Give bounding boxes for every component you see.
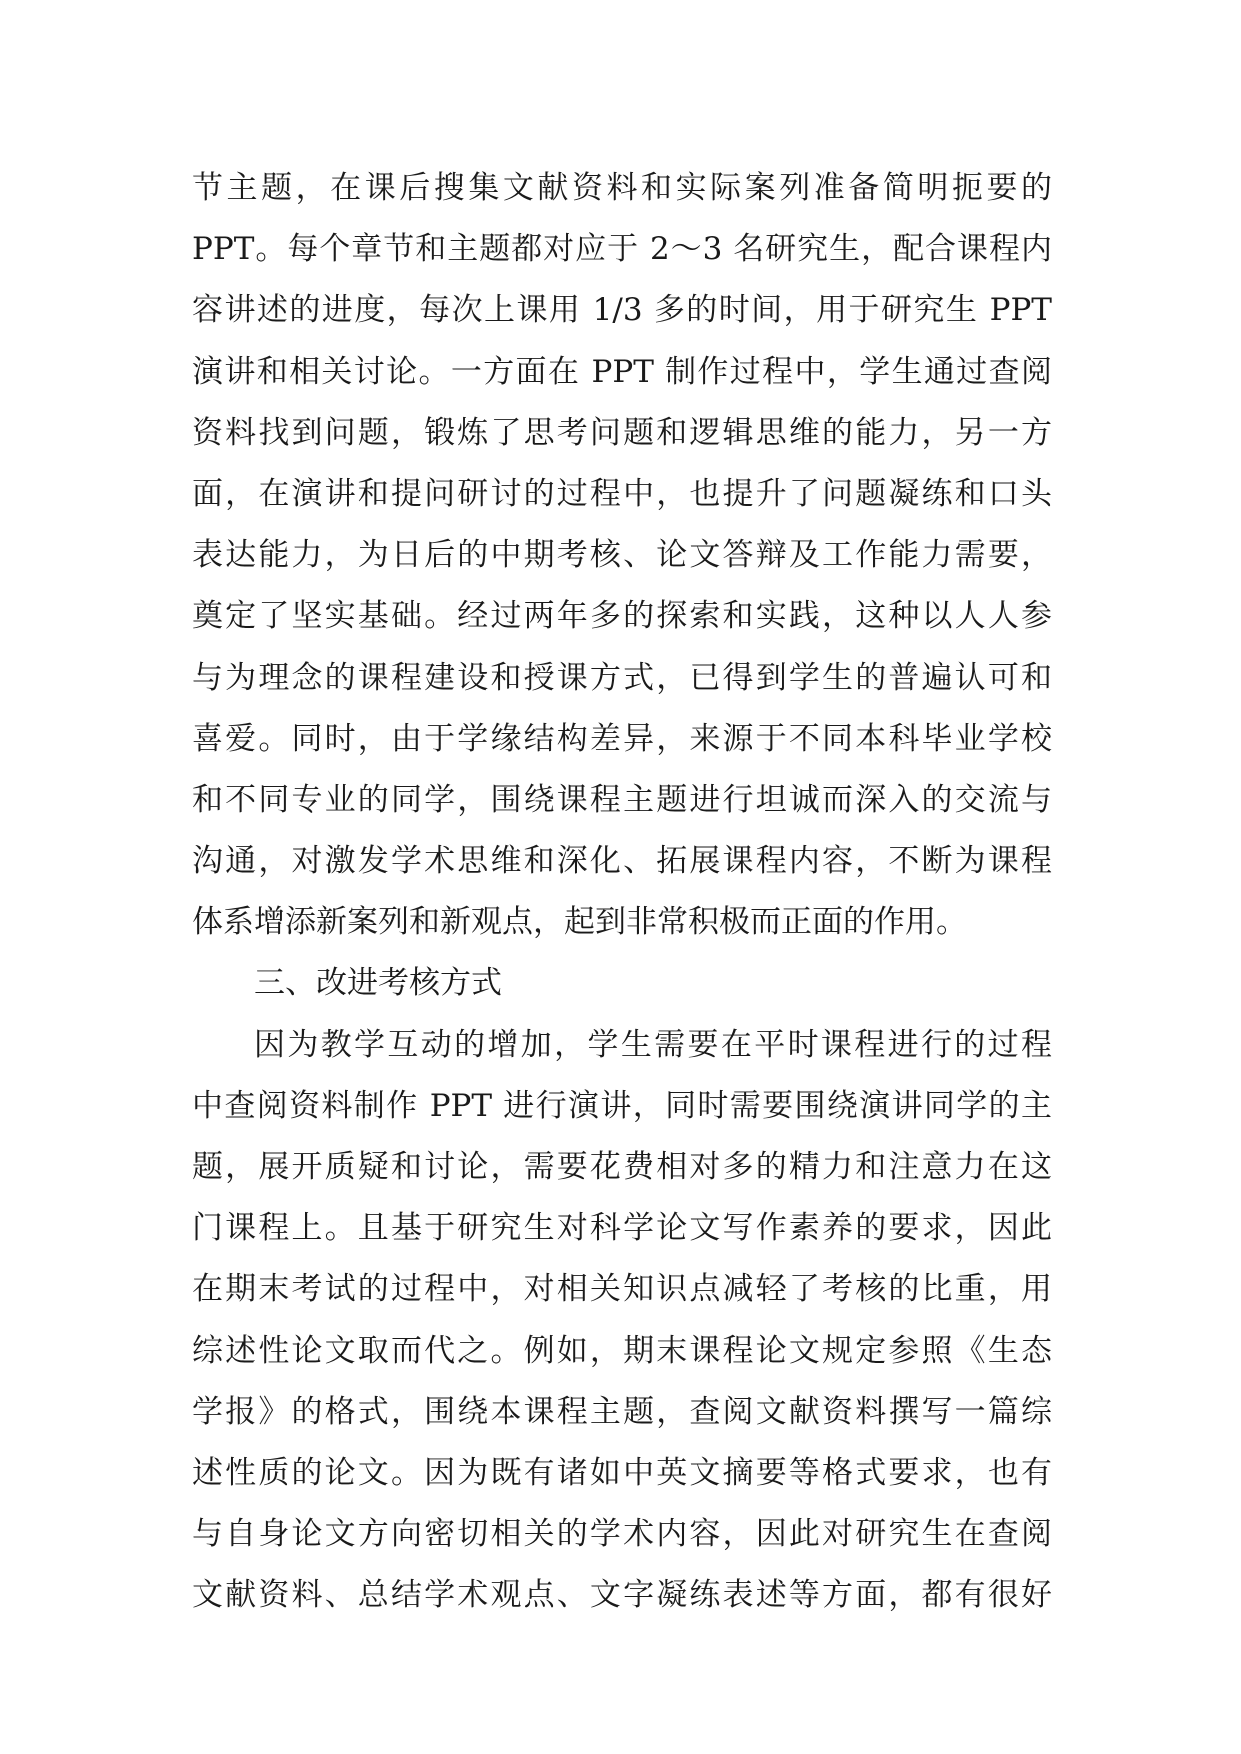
- text-line: 节主题，在课后搜集文献资料和实际案列准备简明扼要的: [192, 170, 1052, 206]
- text-line: 中查阅资料制作 PPT 进行演讲，同时需要围绕演讲同学的主: [192, 1087, 1052, 1124]
- text-line: 奠定了坚实基础。经过两年多的探索和实践，这种以人人参: [192, 598, 1052, 635]
- text-line: 容讲述的进度，每次上课用 1/3 多的时间，用于研究生 PPT: [192, 292, 1052, 329]
- text-line: 在期末考试的过程中，对相关知识点减轻了考核的比重，用: [192, 1271, 1052, 1308]
- text-line: 和不同专业的同学，围绕课程主题进行坦诚而深入的交流与: [192, 781, 1052, 818]
- body-text: [192, 158, 1052, 1627]
- paragraph-last-line: 体系增添新案列和新观点，起到非常积极而正面的作用。: [192, 904, 967, 941]
- text-line: 沟通，对激发学术思维和深化、拓展课程内容，不断为课程: [192, 843, 1052, 880]
- text-line: 与为理念的课程建设和授课方式，已得到学生的普遍认可和: [192, 659, 1052, 696]
- text-line: 述性质的论文。因为既有诸如中英文摘要等格式要求，也有: [192, 1454, 1052, 1491]
- text-line: 学报》的格式，围绕本课程主题，查阅文献资料撰写一篇综: [192, 1393, 1052, 1430]
- text-line: 表达能力，为日后的中期考核、论文答辩及工作能力需要，: [192, 537, 1052, 574]
- text-line: 与自身论文方向密切相关的学术内容，因此对研究生在查阅: [192, 1516, 1052, 1553]
- text-line: 面，在演讲和提问研讨的过程中，也提升了问题凝练和口头: [192, 475, 1052, 512]
- text-line: 喜爱。同时，由于学缘结构差异，来源于不同本科毕业学校: [192, 720, 1052, 757]
- paragraph-first-line: 因为教学互动的增加，学生需要在平时课程进行的过程: [254, 1026, 1052, 1063]
- text-line: 综述性论文取而代之。例如，期末课程论文规定参照《生态: [192, 1332, 1052, 1369]
- text-line: 门课程上。且基于研究生对科学论文写作素养的要求，因此: [192, 1210, 1052, 1247]
- section-heading: 三、改进考核方式: [254, 965, 502, 1002]
- text-line: 资料找到问题，锻炼了思考问题和逻辑思维的能力，另一方: [192, 414, 1052, 451]
- text-line: 文献资料、总结学术观点、文字凝练表述等方面，都有很好: [192, 1577, 1052, 1614]
- text-line: 演讲和相关讨论。一方面在 PPT 制作过程中，学生通过查阅: [192, 353, 1052, 390]
- text-line: PPT。每个章节和主题都对应于 2～3 名研究生，配合课程内: [192, 231, 1052, 268]
- text-line: 题，展开质疑和讨论，需要花费相对多的精力和注意力在这: [192, 1149, 1052, 1185]
